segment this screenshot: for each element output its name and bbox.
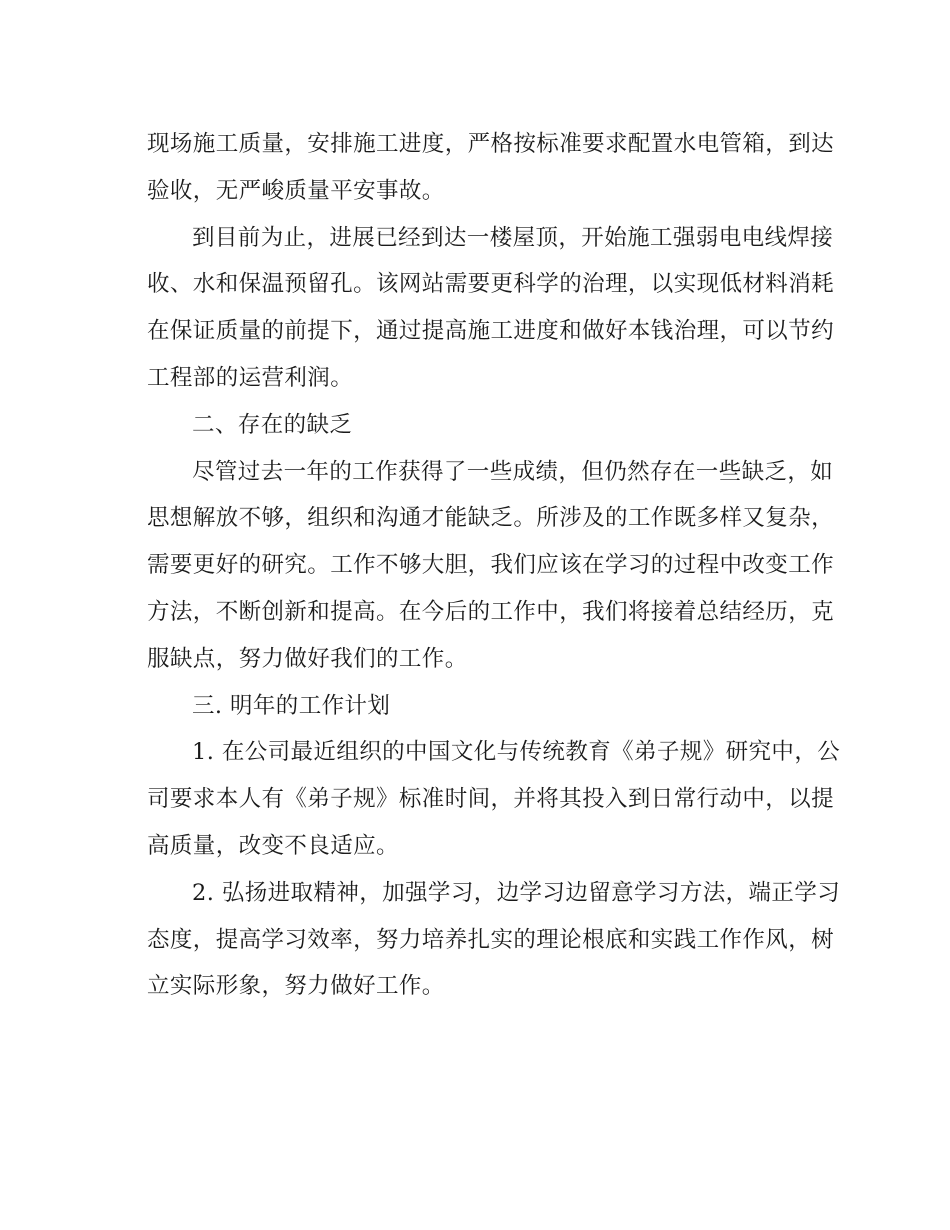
text-line: 服缺点，努力做好我们的工作。	[147, 645, 468, 672]
paragraph-progress	[147, 215, 835, 402]
document-body	[147, 121, 841, 1010]
text-line: 在保证质量的前提下，通过提高施工进度和做好本钱治理，可以节约	[147, 318, 835, 345]
plan-item-2	[147, 870, 841, 1010]
text-line: 收、水和保温预留孔。该网站需要更科学的治理，以实现低材料消耗	[147, 271, 835, 298]
text-line: 工程部的运营利润。	[147, 364, 354, 391]
text-line: 尽管过去一年的工作获得了一些成绩，但仍然存在一些缺乏，如	[192, 458, 834, 485]
text-line: 高质量，改变不良适应。	[147, 832, 399, 859]
text-line: 方法，不断创新和提高。在今后的工作中，我们将接着总结经历，克	[147, 598, 835, 625]
text-line: 2. 弘扬进取精神，加强学习，边学习边留意学习方法，端正学习	[192, 879, 841, 906]
section-heading: 三. 明年的工作计划	[192, 692, 391, 719]
text-line: 司要求本人有《弟子规》标准时间，并将其投入到日常行动中，以提	[147, 786, 835, 813]
text-line: 验收，无严峻质量平安事故。	[147, 177, 445, 204]
text-line: 立实际形象，努力做好工作。	[147, 973, 445, 1000]
section-heading-next-year-plan	[147, 683, 807, 730]
section-heading: 二、存在的缺乏	[192, 411, 353, 438]
text-line: 1. 在公司最近组织的中国文化与传统教育《弟子规》研究中，公	[192, 739, 841, 766]
plan-item-1	[147, 729, 841, 869]
text-line: 态度，提高学习效率，努力培养扎实的理论根底和实践工作作风，树	[147, 926, 835, 953]
paragraph-shortcomings	[147, 449, 835, 683]
text-line: 现场施工质量，安排施工进度，严格按标准要求配置水电管箱，到达	[147, 131, 835, 157]
section-heading-shortcomings	[147, 402, 807, 449]
text-line: 到目前为止，进展已经到达一楼屋顶，开始施工强弱电电线焊接	[192, 224, 834, 251]
text-line: 需要更好的研究。工作不够大胆，我们应该在学习的过程中改变工作	[147, 552, 835, 579]
text-line: 思想解放不够，组织和沟通才能缺乏。所涉及的工作既多样又复杂，	[147, 505, 835, 532]
paragraph-construction-quality	[147, 121, 835, 215]
